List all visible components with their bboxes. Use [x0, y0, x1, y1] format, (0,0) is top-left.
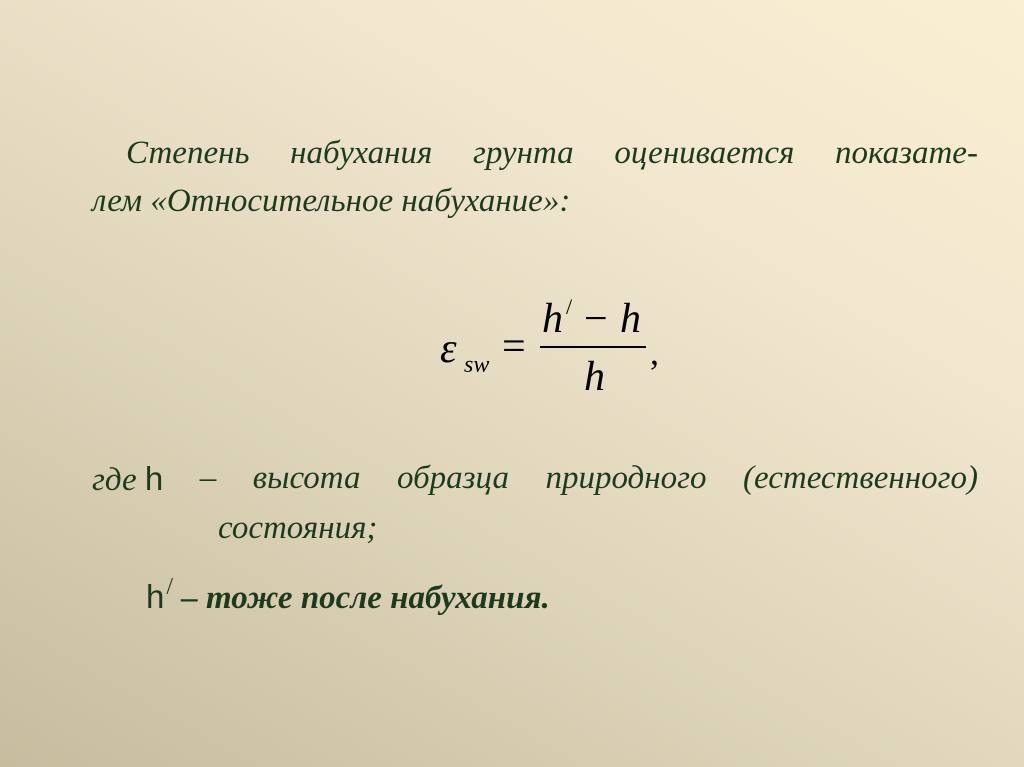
- definition-line-1: [92, 462, 978, 497]
- definition-line-3-text: – тоже после набухания.: [173, 580, 550, 616]
- h-prime-variable: h: [146, 578, 165, 615]
- h-prime-mark: /: [166, 574, 174, 600]
- word: оценивается: [614, 135, 795, 171]
- h-variable: h: [144, 460, 164, 497]
- definition-line-2: состояния;: [218, 510, 378, 546]
- equals-sign: =: [502, 324, 526, 370]
- where-prefix: [92, 462, 163, 497]
- formula: [440, 290, 680, 400]
- paragraph-line-1: [126, 137, 978, 170]
- numerator-h: h: [542, 296, 563, 342]
- word: показате-: [834, 135, 978, 171]
- subscript-sw: sw: [464, 352, 490, 378]
- word: высота: [252, 460, 361, 496]
- comma: ,: [650, 332, 659, 372]
- word: набухания: [290, 135, 433, 171]
- word: образца: [397, 460, 509, 496]
- minus-sign: −: [584, 296, 608, 342]
- epsilon-symbol: ε: [440, 326, 457, 372]
- word: грунта: [472, 135, 574, 171]
- numerator-h2: h: [620, 296, 641, 342]
- word: природного: [545, 460, 707, 496]
- where-word: где: [92, 462, 137, 498]
- word: –: [199, 460, 217, 496]
- word: Степень: [126, 135, 250, 171]
- numerator-prime: /: [566, 294, 573, 319]
- fraction-bar: [540, 346, 646, 348]
- definition-line-3: [146, 575, 550, 615]
- word: (естественного): [743, 460, 978, 496]
- paragraph-line-2: лем «Относительное набухание»:: [92, 183, 571, 219]
- denominator-h: h: [584, 354, 605, 400]
